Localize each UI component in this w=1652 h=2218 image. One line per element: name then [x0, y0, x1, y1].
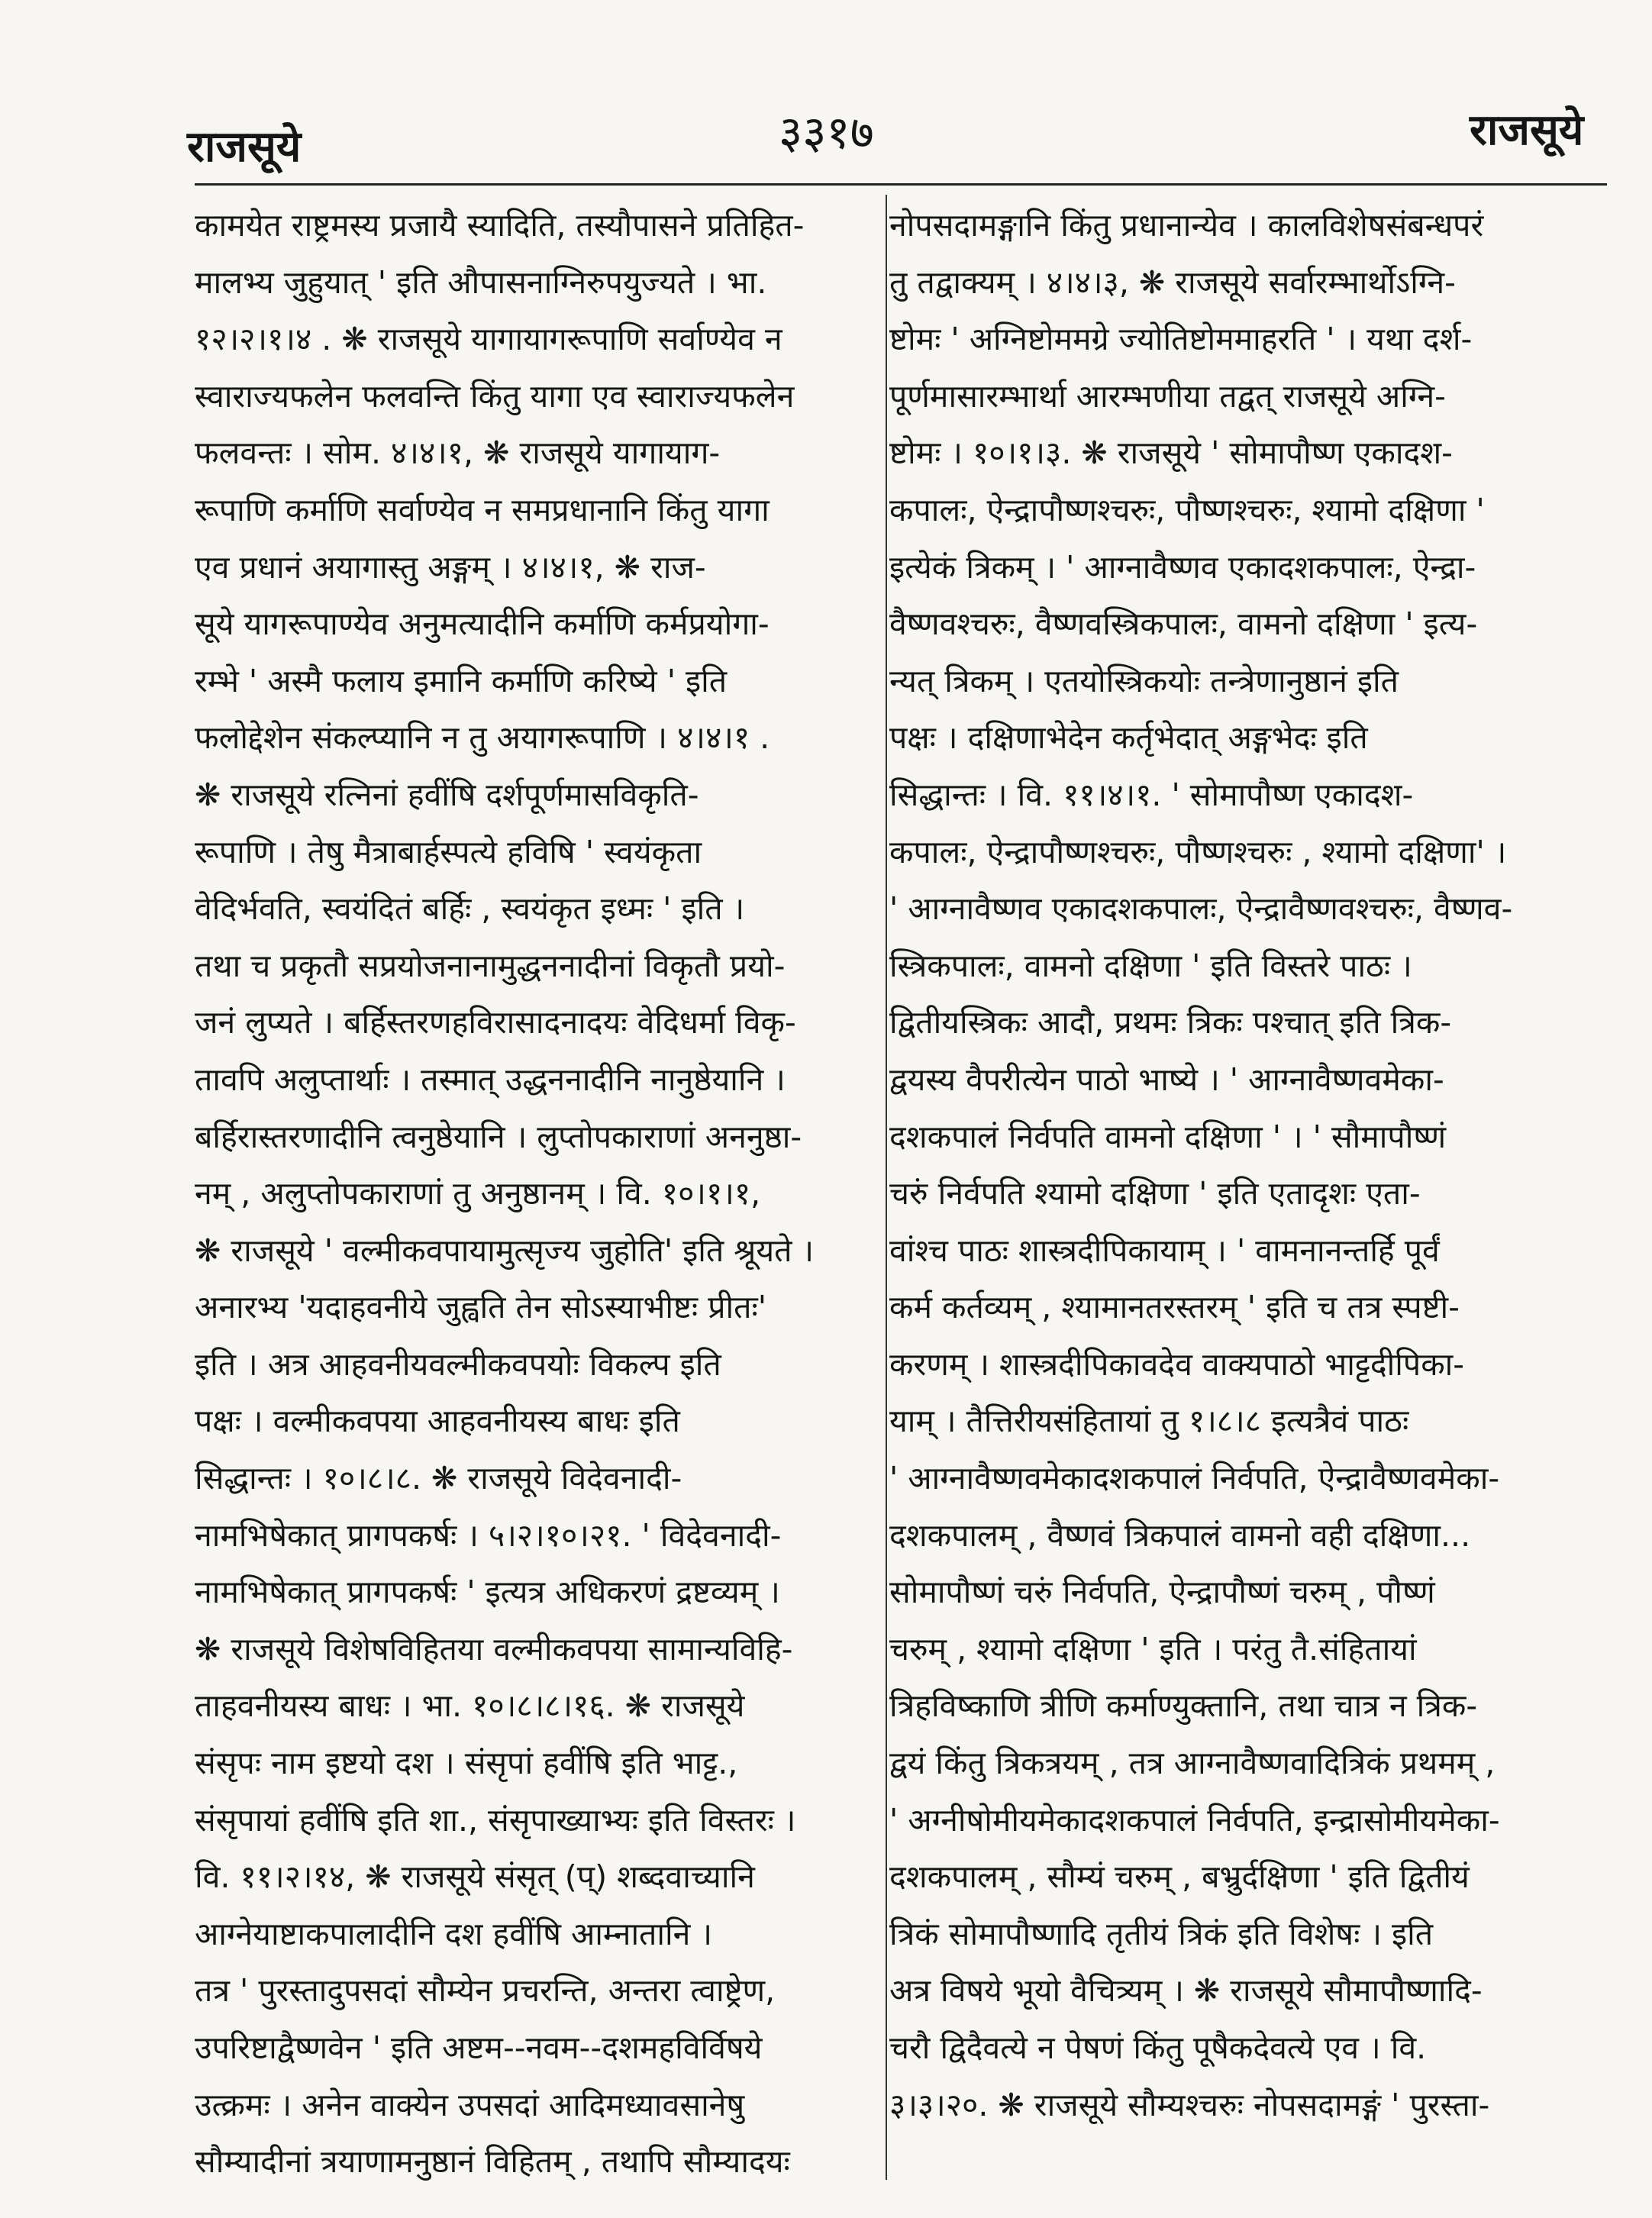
- text-line: रूपाणि । तेषु मैत्राबार्हस्पत्ये हविषि ' स्वयंकृता: [195, 833, 702, 870]
- text-line: द्वयस्य वैपरीत्येन पाठो भाष्ये । ' आग्नावैष्णवमेका-: [889, 1061, 1444, 1098]
- text-line: ' अग्नीषोमीयमेकादशकपालं निर्वपति, इन्द्रासोमीयमेका-: [889, 1801, 1500, 1839]
- text-line: ष्टोमः ' अग्निष्टोममग्रे ज्योतिष्टोममाहरति ' । यथा दर्श-: [889, 321, 1473, 358]
- text-line: अनारभ्य 'यदाहवनीये जुह्वति तेन सोऽस्याभीष्टः प्रीतः': [195, 1289, 767, 1326]
- text-line: पक्षः । दक्षिणाभेदेन कर्तृभेदात् अङ्गभेदः इति: [889, 719, 1368, 757]
- header-rule: [195, 183, 1607, 186]
- text-line: ❋ राजसूये रत्निनां हवींषि दर्शपूर्णमासविकृति-: [195, 776, 699, 813]
- text-line: सिद्धान्तः । वि. ११।४।१. ' सोमापौष्ण एकादश-: [889, 776, 1414, 813]
- text-line: सोमापौष्णं चरुं निर्वपति, ऐन्द्रापौष्णं चरुम् , पौष्णं: [889, 1574, 1435, 1611]
- text-line: तथा च प्रकृतौ सप्रयोजनानामुद्धननादीनां विकृतौ प्रयो-: [195, 947, 786, 984]
- text-line: इति । अत्र आहवनीयवल्मीकवपयोः विकल्प इति: [195, 1345, 721, 1383]
- text-line: नामभिषेकात् प्रागपकर्षः ' इत्यत्र अधिकरणं द्रष्टव्यम् ।: [195, 1574, 780, 1611]
- text-line: ' आग्नावैष्णव एकादशकपालः, ऐन्द्रावैष्णवश्चरुः, वैष्णव-: [889, 890, 1513, 928]
- text-line: पक्षः । वल्मीकवपया आहवनीयस्य बाधः इति: [195, 1403, 680, 1440]
- text-line: पूर्णमासारम्भार्था आरम्भणीया तद्वत् राजसूये अग्नि-: [889, 377, 1446, 415]
- text-line: फलवन्तः । सोम. ४।४।१, ❋ राजसूये यागायाग-: [195, 434, 721, 472]
- text-line: नम् , अलुप्तोपकाराणां तु अनुष्ठानम् । वि. १०।१।१,: [195, 1175, 761, 1212]
- running-head-right: राजसूये: [1470, 105, 1584, 155]
- text-line: एव प्रधानं अयागास्तु अङ्गम् । ४।४।१, ❋ राज-: [195, 548, 706, 586]
- text-line: तु तद्वाक्यम् । ४।४।३, ❋ राजसूये सर्वारम्भार्थोऽग्नि-: [889, 263, 1456, 301]
- text-line: वि. ११।२।१४, ❋ राजसूये संसृत् (प्) शब्दवाच्यानि: [195, 1858, 755, 1896]
- text-line: याम् । तैत्तिरीयसंहितायां तु १।८।८ इत्यत्रैवं पाठः: [889, 1403, 1409, 1440]
- text-line: इत्येकं त्रिकम् । ' आग्नावैष्णव एकादशकपालः, ऐन्द्रा-: [889, 548, 1476, 586]
- text-line: कामयेत राष्ट्रमस्य प्रजायै स्यादिति, तस्यौपासने प्रतिहित-: [195, 207, 805, 244]
- text-line: ' आग्नावैष्णवमेकादशकपालं निर्वपति, ऐन्द्रावैष्णवमेका-: [889, 1460, 1500, 1497]
- text-line: बर्हिरास्तरणादीनि त्वनुष्ठेयानि । लुप्तोपकाराणां अननुष्ठा-: [195, 1118, 802, 1155]
- text-line: चरुं निर्वपति श्यामो दक्षिणा ' इति एतादृशः एता-: [889, 1175, 1421, 1212]
- text-line: त्रिकं सोमापौष्णादि तृतीयं त्रिकं इति विशेषः । इति: [889, 1915, 1434, 1952]
- text-line: वैष्णवश्चरुः, वैष्णवस्त्रिकपालः, वामनो दक्षिणा ' इत्य-: [889, 605, 1478, 643]
- text-line: ❋ राजसूये विशेषविहितया वल्मीकवपया सामान्यविहि-: [195, 1630, 793, 1668]
- text-line: दशकपालम् , सौम्यं चरुम् , बभ्रुर्दक्षिणा ' इति द्वितीयं: [889, 1858, 1470, 1896]
- text-line: न्यत् त्रिकम् । एतयोस्त्रिकयोः तन्त्रेणानुष्ठानं इति: [889, 662, 1399, 699]
- text-line: रूपाणि कर्माणि सर्वाण्येव न समप्रधानानि किंतु यागा: [195, 491, 770, 528]
- text-line: स्त्रिकपालः, वामनो दक्षिणा ' इति विस्तरे पाठः ।: [889, 947, 1412, 984]
- text-line: नामभिषेकात् प्रागपकर्षः । ५।२।१०।२१. ' विदेवनादी-: [195, 1516, 782, 1554]
- text-line: मालभ्य जुहुयात् ' इति औपासनाग्निरुपयुज्यते । भा.: [195, 263, 767, 301]
- text-line: सिद्धान्तः । १०।८।८. ❋ राजसूये विदेवनादी-: [195, 1460, 682, 1497]
- text-line: वांश्च पाठः शास्त्रदीपिकायाम् । ' वामनानन्तर्हि पूर्वं: [889, 1232, 1440, 1269]
- text-line: चरुम् , श्यामो दक्षिणा ' इति । परंतु तै.संहितायां: [889, 1630, 1417, 1668]
- text-line: दशकपालम् , वैष्णवं त्रिकपालं वामनो वही दक्षिणा...: [889, 1516, 1471, 1554]
- text-line: १२।२।१।४ . ❋ राजसूये यागायागरूपाणि सर्वाण्येव न: [195, 321, 782, 358]
- text-line: द्वितीयस्त्रिकः आदौ, प्रथमः त्रिकः पश्चात् इति त्रिक-: [889, 1004, 1452, 1041]
- page-header: [0, 99, 1652, 183]
- column-divider: [886, 195, 887, 2180]
- text-line: उपरिष्टाद्वैष्णवेन ' इति अष्टम--नवम--दशमहविर्विषये: [195, 2029, 763, 2066]
- text-line: फलोद्देशेन संकल्प्यानि न तु अयागरूपाणि । ४।४।१ .: [195, 719, 770, 757]
- text-line: ❋ राजसूये ' वल्मीकवपायामुत्सृज्य जुहोति' इति श्रूयते ।: [195, 1232, 815, 1269]
- page-number: ३३१७: [779, 106, 874, 160]
- text-line: ३।३।२०. ❋ राजसूये सौम्यश्चरुः नोपसदामङ्गं ' पुरस्ता-: [889, 2086, 1490, 2123]
- text-line: सौम्यादीनां त्रयाणामनुष्ठानं विहितम् , तथापि सौम्यादयः: [195, 2143, 790, 2181]
- text-line: कर्म कर्तव्यम् , श्यामानतरस्तरम् ' इति च तत्र स्पष्टी-: [889, 1289, 1460, 1326]
- text-line: संसृपः नाम इष्टयो दश । संसृपां हवींषि इति भाट्ट.,: [195, 1745, 738, 1782]
- right-column: [889, 197, 1603, 2133]
- text-line: ष्टोमः । १०।१।३. ❋ राजसूये ' सोमापौष्ण एकादश-: [889, 434, 1453, 472]
- text-line: दशकपालं निर्वपति वामनो दक्षिणा ' । ' सौमापौष्णं: [889, 1118, 1447, 1155]
- text-line: चरौ द्विदैवत्ये न पेषणं किंतु पूषैकदेवत्ये एव । वि.: [889, 2029, 1427, 2066]
- text-line: कपालः, ऐन्द्रापौष्णश्चरुः, पौष्णश्चरुः, श्यामो दक्षिणा ': [889, 491, 1485, 528]
- left-column: [195, 197, 882, 2191]
- text-line: ताहवनीयस्य बाधः । भा. १०।८।८।१६. ❋ राजसूये: [195, 1687, 745, 1725]
- text-line: आग्नेयाष्टाकपालादीनि दश हवींषि आम्नातानि ।: [195, 1915, 712, 1952]
- text-line: कपालः, ऐन्द्रापौष्णश्चरुः, पौष्णश्चरुः , श्यामो दक्षिणा' ।: [889, 833, 1507, 870]
- text-line: संसृपायां हवींषि इति शा., संसृपाख्याभ्यः इति विस्तरः ।: [195, 1801, 796, 1839]
- text-line: सूये यागरूपाण्येव अनुमत्यादीनि कर्माणि कर्मप्रयोगा-: [195, 605, 770, 643]
- text-line: तावपि अलुप्तार्थाः । तस्मात् उद्धननादीनि नानुष्ठेयानि ।: [195, 1061, 786, 1098]
- text-line: स्वाराज्यफलेन फलवन्ति किंतु यागा एव स्वाराज्यफलेन: [195, 377, 795, 415]
- text-line: त्रिहविष्काणि त्रीणि कर्माण्युक्तानि, तथा चात्र न त्रिक-: [889, 1687, 1478, 1725]
- text-line: करणम् । शास्त्रदीपिकावदेव वाक्यपाठो भाट्टदीपिका-: [889, 1345, 1465, 1383]
- text-line: रम्भे ' अस्मै फलाय इमानि कर्माणि करिष्ये ' इति: [195, 662, 728, 699]
- text-line: वेदिर्भवति, स्वयंदितं बर्हिः , स्वयंकृत इध्मः ' इति ।: [195, 890, 745, 928]
- text-line: उत्क्रमः । अनेन वाक्येन उपसदां आदिमध्यावसानेषु: [195, 2086, 745, 2123]
- text-line: जनं लुप्यते । बर्हिस्तरणहविरासादनादयः वेदिधर्मा विकृ-: [195, 1004, 796, 1041]
- running-head-left: राजसूये: [187, 122, 302, 172]
- text-line: अत्र विषये भूयो वैचित्र्यम् । ❋ राजसूये सौमापौष्णादि-: [889, 1972, 1483, 2010]
- text-line: द्वयं किंतु त्रिकत्रयम् , तत्र आग्नावैष्णवादित्रिकं प्रथमम् ,: [889, 1745, 1496, 1782]
- text-line: नोपसदामङ्गानि किंतु प्रधानान्येव । कालविशेषसंबन्धपरं: [889, 207, 1484, 244]
- text-line: तत्र ' पुरस्तादुपसदां सौम्येन प्रचरन्ति, अन्तरा त्वाष्ट्रेण,: [195, 1972, 776, 2010]
